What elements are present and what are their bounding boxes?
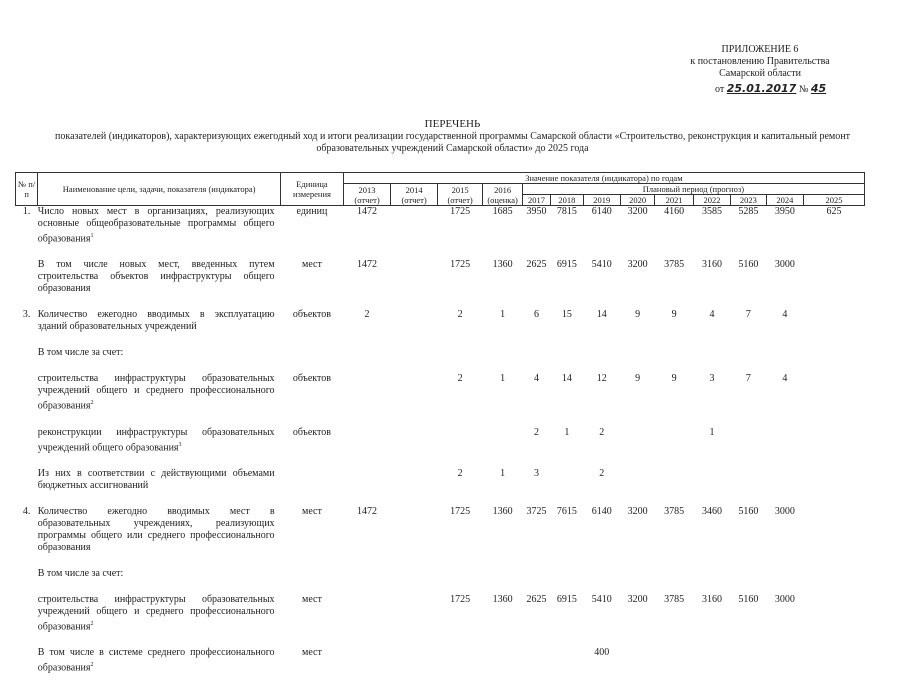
- value-cell: [343, 468, 391, 492]
- value-cell: [437, 427, 483, 454]
- table-row: [16, 373, 865, 412]
- value-cell: 12: [596, 373, 607, 385]
- value-cell: [620, 647, 654, 674]
- value-cell: [551, 347, 583, 359]
- value-cell: [343, 347, 391, 359]
- value-cell: 1725: [450, 593, 471, 605]
- value-cell: [655, 427, 693, 454]
- value-cell: 9: [635, 373, 641, 385]
- value-cell: [343, 594, 391, 633]
- value-cell: [583, 347, 620, 359]
- row-spacer-cell: [16, 359, 865, 373]
- value-cell: 1725: [450, 206, 471, 217]
- decree-number: 45: [810, 82, 827, 95]
- header-plan-year-2022: 2022: [693, 195, 730, 206]
- value-cell: 2: [364, 309, 370, 321]
- table-row: [16, 347, 865, 359]
- indicator-name: [38, 594, 281, 633]
- value-cell: 2: [599, 426, 605, 438]
- value-cell: 6915: [556, 259, 577, 271]
- row-spacer: [16, 245, 865, 259]
- value-cell: 3785: [664, 593, 685, 605]
- row-spacer: [16, 295, 865, 309]
- value-cell: [804, 347, 865, 359]
- value-cell: [391, 259, 438, 295]
- date-prefix: от: [715, 84, 725, 95]
- value-cell: 14: [596, 309, 607, 321]
- header-name: Наименование цели, задачи, показателя (индикатора): [38, 173, 281, 206]
- value-cell: [437, 647, 483, 674]
- value-cell: [804, 373, 865, 412]
- header-plan-year-2018: 2018: [551, 195, 583, 206]
- value-cell: [391, 206, 438, 246]
- row-spacer-cell: [16, 554, 865, 568]
- value-cell: [391, 347, 438, 359]
- row-number: 1.: [22, 206, 31, 217]
- value-cell: [655, 647, 693, 674]
- header-plan-year-2017: 2017: [522, 195, 550, 206]
- value-cell: 4: [782, 373, 788, 385]
- indicator-name-text: Число новых мест в организациях, реализующих основные общеобразовательные программы общего образования: [37, 206, 275, 245]
- value-cell: 1: [500, 373, 506, 385]
- value-cell: [804, 468, 865, 492]
- value-cell: [731, 468, 766, 492]
- header-year-note: (отчет): [354, 194, 380, 205]
- value-cell: [483, 647, 522, 674]
- appendix-block: [690, 44, 830, 80]
- table-row: [16, 468, 865, 492]
- value-cell: 5160: [738, 259, 759, 271]
- indicator-name: [38, 427, 281, 454]
- decree-date-line: [715, 82, 826, 95]
- value-cell: 5160: [738, 593, 759, 605]
- value-cell: 2625: [526, 259, 547, 271]
- value-cell: 5410: [591, 259, 612, 271]
- header-year-label: 2013: [358, 184, 376, 195]
- number-prefix: №: [798, 84, 809, 95]
- indicator-name-text: В том числе за счет:: [37, 567, 124, 579]
- header-year-2015: [437, 184, 483, 206]
- header-year-2016: [483, 184, 522, 206]
- value-cell: 2625: [526, 593, 547, 605]
- value-cell: 4: [533, 373, 539, 385]
- value-cell: 6140: [591, 505, 612, 517]
- indicator-name-text: В том числе в системе среднего профессионального образования: [37, 647, 275, 674]
- header-year-note: (отчет): [401, 194, 427, 205]
- header-plan-year-2020: 2020: [620, 195, 654, 206]
- header-plan-year-2024: 2024: [766, 195, 803, 206]
- unit-cell: [281, 347, 344, 359]
- table-body: [16, 206, 865, 689]
- indicators-table: [15, 172, 865, 689]
- value-cell: 7: [745, 373, 751, 385]
- row-spacer-cell: [16, 454, 865, 468]
- value-cell: [343, 373, 391, 412]
- value-cell: [522, 347, 550, 359]
- indicator-name-text: В том числе за счет:: [37, 347, 124, 359]
- value-cell: 3000: [774, 259, 795, 271]
- table-row: [16, 647, 865, 674]
- value-cell: [804, 309, 865, 333]
- row-number: 3.: [22, 309, 31, 321]
- unit-cell: объектов: [292, 373, 331, 385]
- unit-cell: мест: [302, 647, 322, 659]
- footnote-mark: 2: [90, 620, 94, 627]
- value-cell: 2: [457, 373, 463, 385]
- value-cell: [731, 647, 766, 674]
- indicator-name-text: Количество ежегодно вводимых в эксплуатацию зданий образовательных учреждений: [37, 309, 275, 333]
- value-cell: [731, 347, 766, 359]
- value-cell: [620, 347, 654, 359]
- header-plan-year-2019: 2019: [583, 195, 620, 206]
- indicator-name: [38, 506, 281, 554]
- value-cell: 1685: [492, 206, 513, 217]
- value-cell: 9: [671, 309, 677, 321]
- value-cell: 3: [533, 467, 539, 479]
- row-spacer-cell: [16, 245, 865, 259]
- unit-cell: объектов: [292, 426, 331, 438]
- row-number: [16, 427, 38, 454]
- value-cell: [391, 468, 438, 492]
- value-cell: [766, 568, 803, 580]
- value-cell: [483, 347, 522, 359]
- header-year-2014: [391, 184, 438, 206]
- document-subtitle: показателей (индикаторов), характеризующих ежегодный ход и итоги реализации государственной программы Самарской области «Строительство, реконструкция и капитальный ремонт образовательных учреждений Самарской области» до 2025 года: [55, 131, 850, 154]
- header-year-2013: [343, 184, 391, 206]
- value-cell: 7: [745, 309, 751, 321]
- value-cell: [483, 568, 522, 580]
- unit-cell: единиц: [296, 206, 328, 217]
- value-cell: 1725: [450, 259, 471, 271]
- value-cell: 2: [599, 467, 605, 479]
- value-cell: [620, 568, 654, 580]
- value-cell: [391, 373, 438, 412]
- value-cell: 5285: [738, 206, 759, 217]
- row-spacer-cell: [16, 333, 865, 347]
- table-row: [16, 594, 865, 633]
- row-number: 4.: [22, 505, 31, 517]
- value-cell: [693, 468, 730, 492]
- unit-cell: мест: [302, 505, 322, 517]
- value-cell: [804, 506, 865, 554]
- value-cell: 3950: [526, 206, 547, 217]
- value-cell: [655, 568, 693, 580]
- value-cell: [551, 568, 583, 580]
- row-number: [16, 468, 38, 492]
- value-cell: 15: [561, 309, 572, 321]
- value-cell: [437, 347, 483, 359]
- indicator-name: [38, 259, 281, 295]
- header-year-label: 2014: [405, 184, 423, 195]
- value-cell: 1472: [357, 259, 378, 271]
- row-spacer: [16, 675, 865, 689]
- row-spacer-cell: [16, 413, 865, 427]
- value-cell: 6: [533, 309, 539, 321]
- value-cell: [731, 568, 766, 580]
- value-cell: [766, 468, 803, 492]
- row-number: [16, 373, 38, 412]
- indicator-name: [38, 347, 281, 359]
- value-cell: 3725: [526, 505, 547, 517]
- row-spacer: [16, 413, 865, 427]
- row-spacer-cell: [16, 295, 865, 309]
- value-cell: [551, 647, 583, 674]
- indicator-name-text: Из них в соответствии с действующими объемами бюджетных ассигнований: [37, 467, 275, 491]
- value-cell: 1360: [492, 505, 513, 517]
- value-cell: 1360: [492, 593, 513, 605]
- indicator-name-text: Количество ежегодно вводимых мест в образовательных учреждениях, реализующих программы общего или среднего профессионального образования: [37, 505, 275, 553]
- header-plan-group: Плановый период (прогноз): [522, 184, 864, 195]
- value-cell: 1: [500, 467, 506, 479]
- value-cell: 6915: [556, 593, 577, 605]
- footnote-mark: 2: [90, 400, 94, 407]
- row-spacer: [16, 580, 865, 594]
- indicator-name: [38, 373, 281, 412]
- value-cell: [693, 347, 730, 359]
- value-cell: 1: [564, 426, 570, 438]
- value-cell: [693, 568, 730, 580]
- value-cell: [522, 647, 550, 674]
- value-cell: [343, 568, 391, 580]
- value-cell: [343, 427, 391, 454]
- value-cell: 625: [826, 206, 842, 217]
- value-cell: [391, 594, 438, 633]
- footnote-mark: 1: [90, 233, 94, 239]
- value-cell: 3585: [701, 206, 722, 217]
- table-row: [16, 568, 865, 580]
- indicator-name: [38, 647, 281, 674]
- value-cell: [804, 568, 865, 580]
- value-cell: 3460: [701, 505, 722, 517]
- row-number: [16, 347, 38, 359]
- value-cell: 3200: [627, 593, 648, 605]
- value-cell: 3785: [664, 259, 685, 271]
- header-year-note: (отчет): [447, 194, 473, 205]
- value-cell: 400: [594, 647, 610, 659]
- value-cell: 3200: [627, 505, 648, 517]
- row-spacer-cell: [16, 675, 865, 689]
- table-header: [16, 173, 865, 206]
- value-cell: [804, 427, 865, 454]
- value-cell: 3200: [627, 206, 648, 217]
- indicator-name: [38, 568, 281, 580]
- value-cell: [766, 347, 803, 359]
- indicator-name-text: строительства инфраструктуры образовательных учреждений общего и среднего профессионального образования: [37, 373, 275, 412]
- value-cell: 1: [500, 309, 506, 321]
- value-cell: 2: [533, 426, 539, 438]
- value-cell: [620, 468, 654, 492]
- indicator-name-text: В том числе новых мест, введенных путем строительства объектов инфраструктуры общего образования: [37, 259, 275, 295]
- header-year-label: 2015: [451, 184, 469, 195]
- table-row: [16, 309, 865, 333]
- header-num: № п/п: [16, 173, 38, 206]
- header-values-group: Значение показателя (индикатора) по годам: [343, 173, 864, 184]
- row-number: [16, 647, 38, 674]
- value-cell: [437, 568, 483, 580]
- value-cell: 3: [709, 373, 715, 385]
- appendix-title: ПРИЛОЖЕНИЕ 6: [721, 44, 799, 55]
- row-spacer-cell: [16, 492, 865, 506]
- value-cell: [391, 506, 438, 554]
- header-unit: Единица измерения: [281, 173, 344, 206]
- row-spacer: [16, 554, 865, 568]
- indicator-name: [38, 206, 281, 246]
- value-cell: 3000: [774, 505, 795, 517]
- footnote-mark: 3: [178, 441, 182, 448]
- value-cell: 3160: [701, 593, 722, 605]
- footnote-mark: 2: [90, 662, 94, 669]
- value-cell: 2: [457, 467, 463, 479]
- value-cell: 1725: [450, 505, 471, 517]
- indicator-name: [38, 309, 281, 333]
- value-cell: [343, 647, 391, 674]
- value-cell: [804, 647, 865, 674]
- indicator-name-text: реконструкции инфраструктуры образовательных учреждений общего образования: [37, 426, 275, 453]
- appendix-decree: к постановлению Правительства: [690, 56, 830, 67]
- unit-cell: [281, 468, 344, 492]
- value-cell: 5160: [738, 505, 759, 517]
- value-cell: [551, 468, 583, 492]
- value-cell: 9: [671, 373, 677, 385]
- row-number: [16, 259, 38, 295]
- row-spacer: [16, 492, 865, 506]
- value-cell: [522, 568, 550, 580]
- value-cell: [391, 427, 438, 454]
- value-cell: [766, 647, 803, 674]
- row-spacer: [16, 633, 865, 647]
- value-cell: 14: [561, 373, 572, 385]
- row-spacer-cell: [16, 633, 865, 647]
- row-number: [16, 568, 38, 580]
- value-cell: [391, 647, 438, 674]
- value-cell: [804, 594, 865, 633]
- unit-cell: мест: [302, 259, 322, 271]
- value-cell: 3000: [774, 593, 795, 605]
- value-cell: 3785: [664, 505, 685, 517]
- value-cell: [804, 259, 865, 295]
- value-cell: 9: [635, 309, 641, 321]
- header-plan-year-2021: 2021: [655, 195, 693, 206]
- value-cell: 5410: [591, 593, 612, 605]
- value-cell: 7815: [556, 206, 577, 217]
- table-row: [16, 506, 865, 554]
- decree-date: 25.01.2017: [726, 82, 797, 95]
- value-cell: 2: [457, 309, 463, 321]
- table-row: [16, 259, 865, 295]
- header-year-note: (оценка): [487, 194, 518, 205]
- row-spacer: [16, 359, 865, 373]
- unit-cell: [281, 568, 344, 580]
- appendix-region: Самарской области: [719, 68, 801, 79]
- value-cell: 1472: [357, 206, 378, 217]
- document-title: ПЕРЕЧЕНЬ: [424, 118, 481, 130]
- table-row: [16, 206, 865, 246]
- header-plan-year-2023: 2023: [731, 195, 766, 206]
- table-row: [16, 427, 865, 454]
- value-cell: 7615: [556, 505, 577, 517]
- indicator-name: [38, 468, 281, 492]
- value-cell: [655, 347, 693, 359]
- value-cell: 1472: [357, 505, 378, 517]
- value-cell: 6140: [591, 206, 612, 217]
- value-cell: 1360: [492, 259, 513, 271]
- unit-cell: мест: [302, 593, 322, 605]
- row-spacer-cell: [16, 580, 865, 594]
- value-cell: [391, 568, 438, 580]
- row-spacer: [16, 454, 865, 468]
- value-cell: 3200: [627, 259, 648, 271]
- row-spacer: [16, 333, 865, 347]
- value-cell: [655, 468, 693, 492]
- value-cell: [731, 427, 766, 454]
- unit-cell: объектов: [292, 309, 331, 321]
- value-cell: 3160: [701, 259, 722, 271]
- indicator-name-text: строительства инфраструктуры образовательных учреждений общего и среднего профессионального образования: [37, 593, 275, 633]
- value-cell: 4: [782, 309, 788, 321]
- value-cell: [583, 568, 620, 580]
- value-cell: 3950: [774, 206, 795, 217]
- value-cell: [483, 427, 522, 454]
- header-year-label: 2016: [494, 184, 512, 195]
- value-cell: 4160: [664, 206, 685, 217]
- value-cell: [766, 427, 803, 454]
- value-cell: 1: [709, 426, 715, 438]
- value-cell: [620, 427, 654, 454]
- value-cell: 4: [709, 309, 715, 321]
- value-cell: [391, 309, 438, 333]
- value-cell: [693, 647, 730, 674]
- header-plan-year-2025: 2025: [804, 195, 865, 206]
- row-number: [16, 594, 38, 633]
